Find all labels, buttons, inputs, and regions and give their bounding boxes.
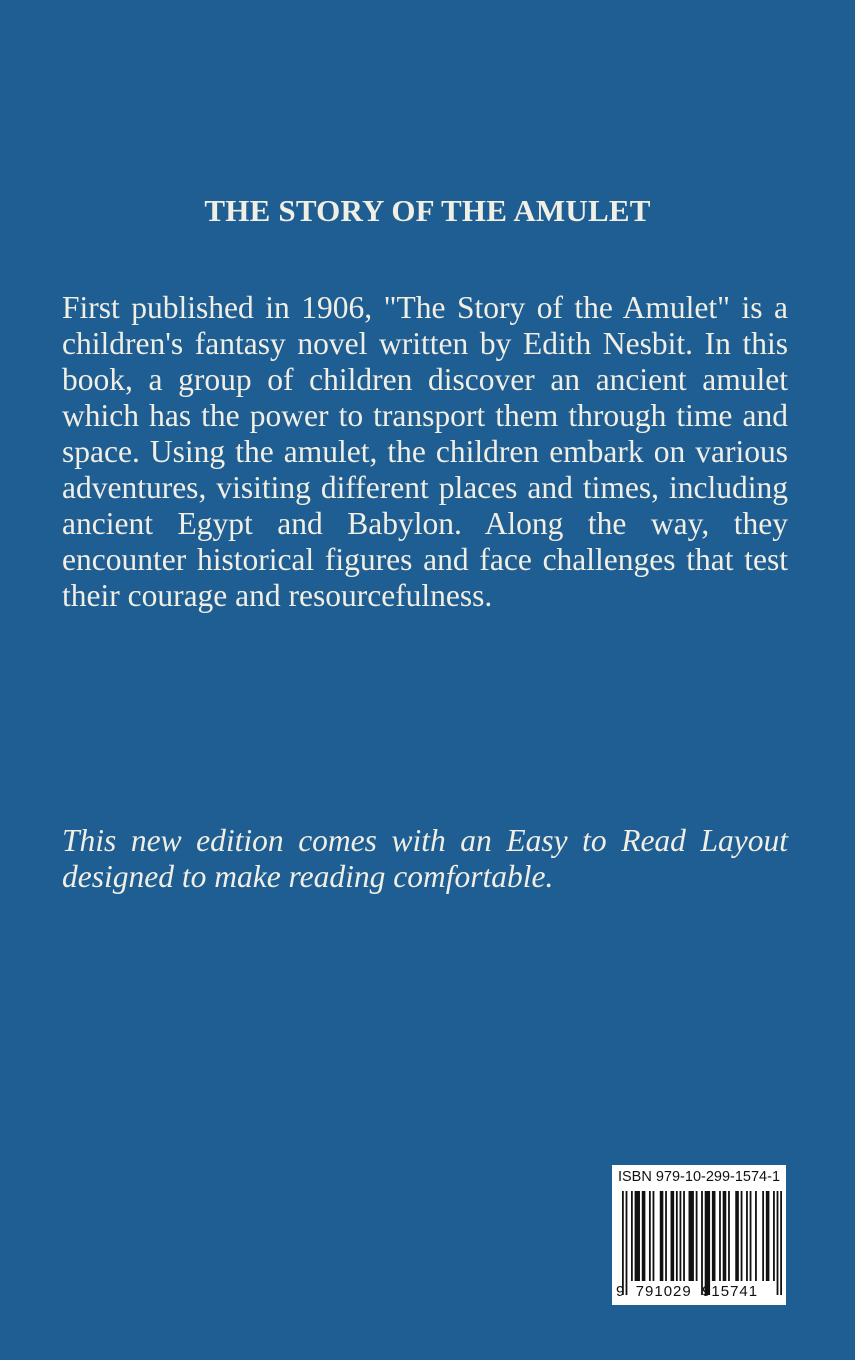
edition-note: This new edition comes with an Easy to Read Layout designed to make reading comfortable. xyxy=(62,823,788,894)
book-description: First published in 1906, "The Story of the Amulet" is a children's fantasy novel written by Edith Nesbit. In this book, a group of children discover an ancient amulet which has the power to transport them through time and space. Using the amulet, the children embark on various adventures, visiting different places and times, including ancient Egypt and Babylon. Along the way, they encounter historical figures and face challenges that test their courage and resourcefulness. xyxy=(62,290,788,613)
isbn-barcode-block xyxy=(612,1165,786,1305)
barcode-digits: 9 791029 915741 xyxy=(616,1283,759,1300)
barcode-icon xyxy=(622,1191,782,1295)
isbn-label: ISBN 979-10-299-1574-1 xyxy=(617,1169,781,1185)
book-title: THE STORY OF THE AMULET xyxy=(204,193,651,228)
